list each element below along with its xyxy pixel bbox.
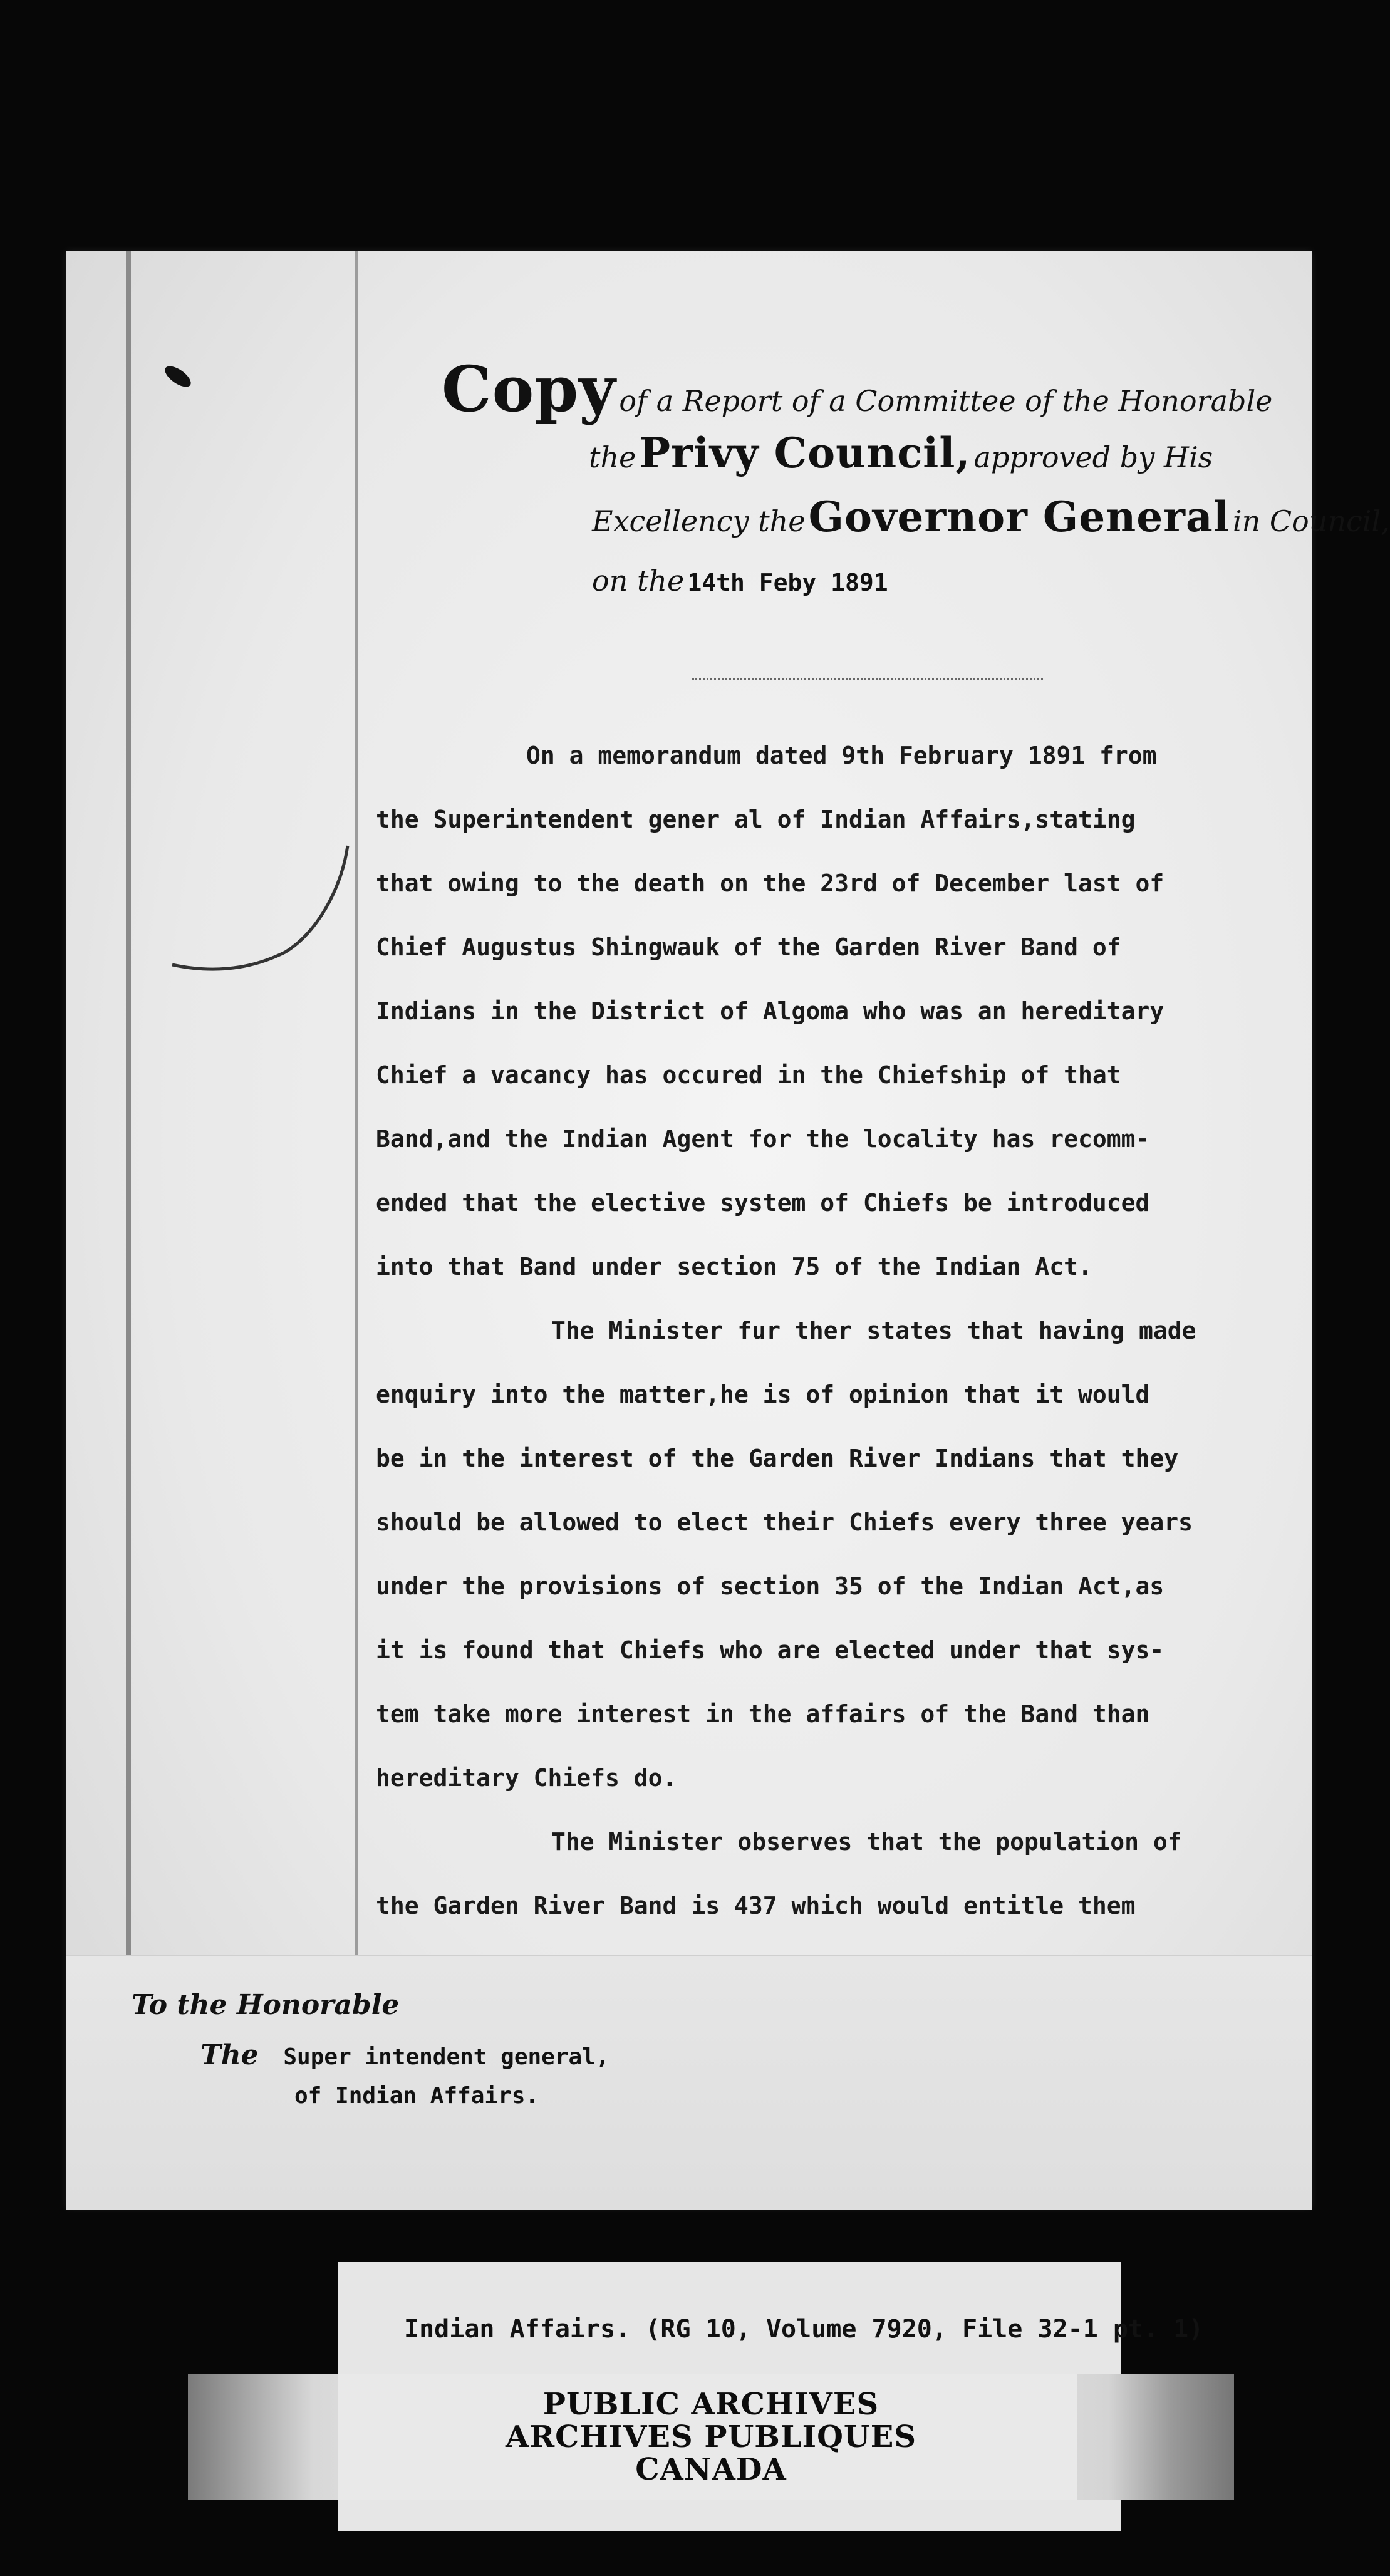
body-line: Chief Augustus Shingwauk of the Garden River Band of: [376, 933, 1121, 961]
body-line: under the provisions of section 35 of the Indian Act,as: [376, 1572, 1164, 1600]
body-line: On a memorandum dated 9th February 1891 from: [526, 742, 1157, 769]
header-line-4: [442, 549, 1319, 613]
copy-word: Copy: [442, 352, 616, 426]
address-salutation: To the Honorable: [132, 1989, 400, 2021]
body-line: be in the interest of the Garden River Indians that they: [376, 1445, 1179, 1472]
body-line: the Garden River Band is 437 which would entitle them: [376, 1892, 1136, 1919]
body-line: into that Band under section 75 of the Indian Act.: [376, 1253, 1092, 1280]
header-line-4-pre: on the: [592, 564, 685, 598]
archive-reference-label: [338, 2262, 1204, 2374]
address-title: Super intendent general,: [283, 2044, 609, 2070]
body-line: Chief a vacancy has occured in the Chiefship of that: [376, 1061, 1121, 1089]
archives-stamp-bar: [188, 2374, 1234, 2500]
pencil-scratch-mark: [160, 839, 360, 1002]
document-page: [66, 251, 1390, 2208]
privy-council-text: Privy Council,: [639, 428, 971, 477]
header-line-1-text: of a Report of a Committee of the Honorable: [619, 384, 1273, 418]
body-line: Band,and the Indian Agent for the locality has recomm-: [376, 1125, 1150, 1153]
body-line: tem take more interest in the affairs of the Band than: [376, 1700, 1150, 1728]
body-line: it is found that Chiefs who are elected under that sys-: [376, 1636, 1164, 1664]
ink-blot: [162, 362, 194, 391]
separator-dotted-line: [692, 678, 1043, 680]
header-line-3-post: in Council,: [1232, 504, 1390, 538]
address-line-3: [132, 2083, 609, 2109]
body-line: should be allowed to elect their Chiefs every three years: [376, 1509, 1193, 1536]
stamp-line-1: PUBLIC ARCHIVES: [542, 2387, 879, 2422]
body-line: the Superintendent gener al of Indian Affairs,stating: [376, 806, 1136, 833]
body-line: hereditary Chiefs do.: [376, 1764, 677, 1792]
archives-stamp: [188, 2388, 1234, 2486]
stamp-line-3: CANADA: [635, 2452, 787, 2487]
body-line: enquiry into the matter,he is of opinion that it would: [376, 1381, 1150, 1408]
addressee-block: [132, 1989, 609, 2109]
header-line-2-post: approved by His: [973, 440, 1213, 474]
body-line: that owing to the death on the 23rd of December last of: [376, 870, 1164, 897]
body-line: Indians in the District of Algoma who was an hereditary: [376, 997, 1164, 1025]
governor-general-text: Governor General: [808, 492, 1230, 541]
header-line-2: [442, 421, 1319, 485]
stamp-bottom-strip: [338, 2500, 1121, 2531]
address-the: The: [200, 2039, 259, 2071]
margin-rule-outer: [126, 251, 131, 1955]
header-line-2-pre: the: [589, 440, 636, 474]
body-line: ended that the elective system of Chiefs be introduced: [376, 1189, 1150, 1217]
archive-reference-text: Indian Affairs. (RG 10, Volume 7920, File 32-1 pt. 1): [404, 2315, 1204, 2344]
body-line: The Minister fur ther states that having made: [551, 1317, 1196, 1344]
report-header: [442, 352, 1390, 613]
stamp-line-2: ARCHIVES PUBLIQUES: [506, 2419, 916, 2454]
margin-rule-inner: [355, 251, 358, 1955]
address-line-1: [132, 1989, 609, 2039]
header-line-3: [442, 485, 1390, 549]
header-line-3-pre: Excellency the: [592, 504, 806, 538]
report-date: 14th Feby 1891: [687, 569, 888, 596]
memorandum-body: [376, 724, 1353, 2065]
body-line: The Minister observes that the population of: [551, 1828, 1182, 1856]
address-line-2: [132, 2039, 609, 2083]
address-department: of Indian Affairs.: [294, 2083, 539, 2109]
header-line-1: [442, 352, 1319, 426]
